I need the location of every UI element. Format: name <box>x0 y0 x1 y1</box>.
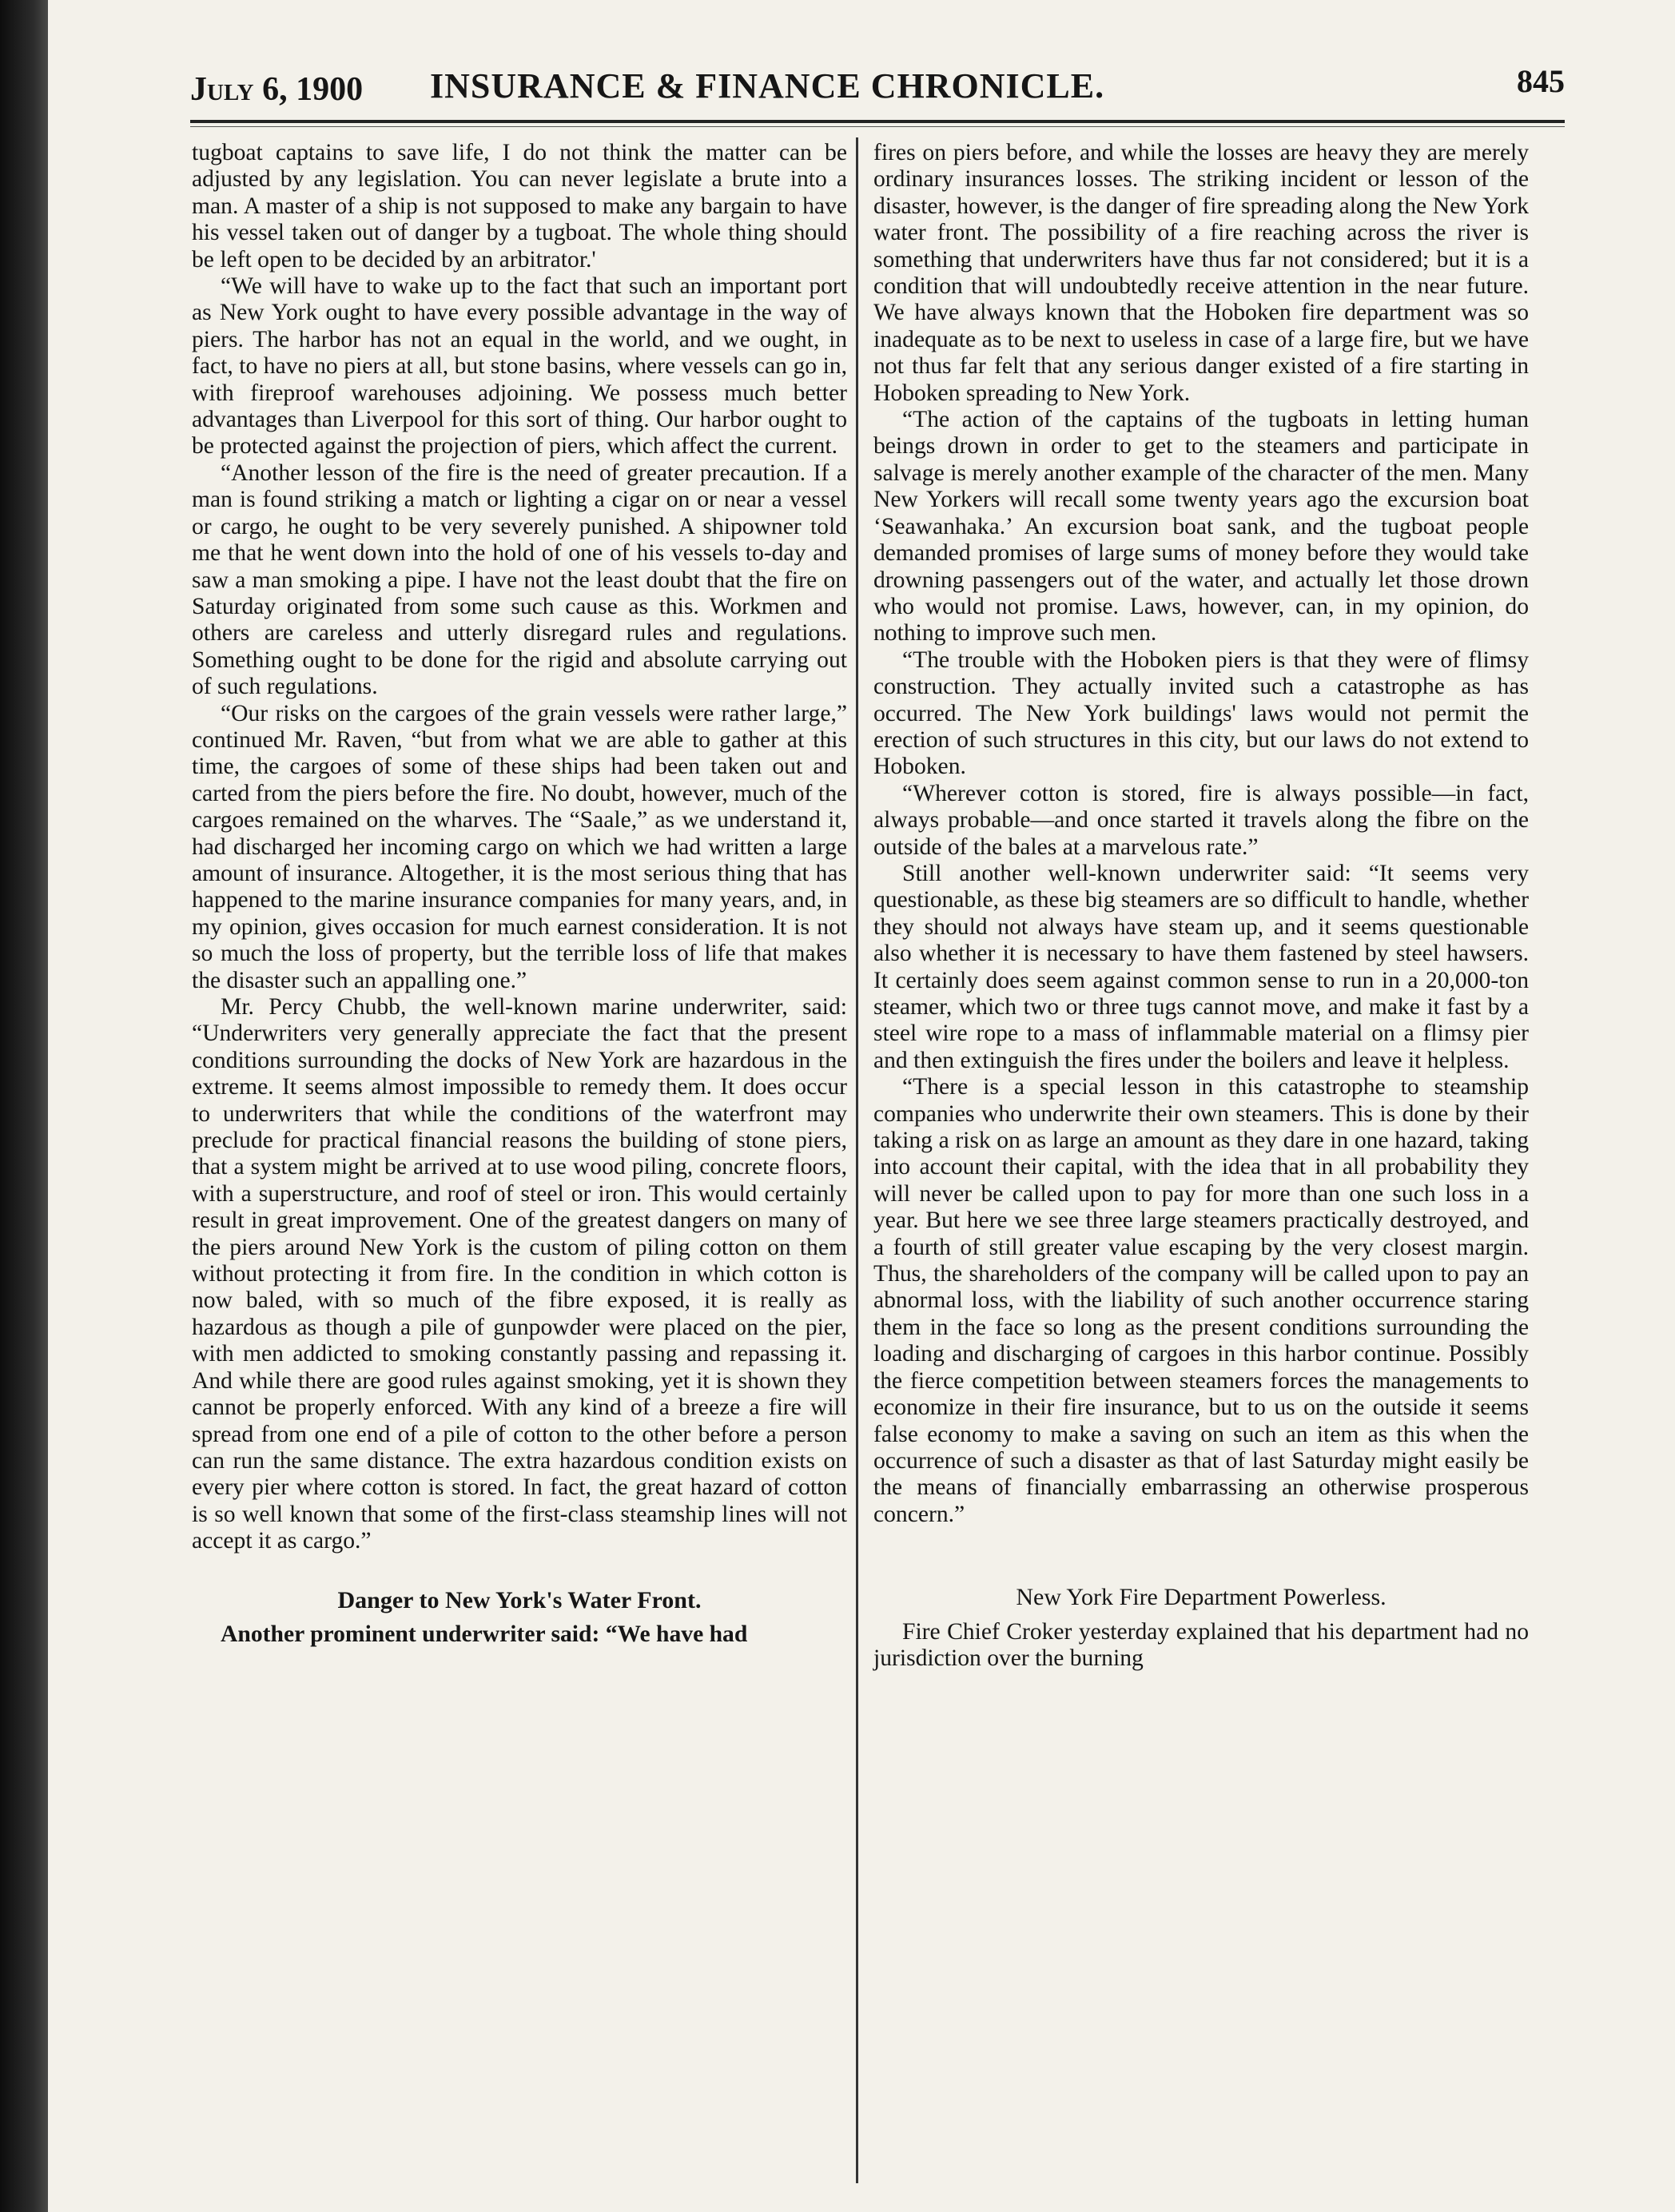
paragraph: Mr. Percy Chubb, the well-known marine underwriter, said: “Underwriters very generally appreciate the fact that the present conditions surrounding the docks of New York are hazardous in the extreme. It seems almost impossible to remedy them. It does occur to underwriters that while the conditions of the waterfront may preclude for practical financial reasons the building of stone piers, that a system might be arrived at to use wood piling, concrete floors, with a superstructure, and roof of steel or iron. This would certainly result in great improvement. One of the greatest dangers on many of the piers around New York is the custom of piling cotton on them without protecting it from fire. In the condition in which cotton is now baled, with so much of the fibre exposed, it is really as hazardous as though a pile of gunpowder were placed on the pier, with men addicted to smoking constantly passing and repassing it. And while there are good rules against smoking, yet it is shown they cannot be properly enforced. With any kind of a breeze a fire will spread from one end of a pile of cotton to the other before a person can run the same distance. The extra hazardous condition exists on every pier where cotton is stored. In fact, the great hazard of cotton is so well known that some of the first-class steamship lines will not accept it as cargo.” <box>192 994 847 1554</box>
binding-gutter <box>0 0 48 2212</box>
paragraph: Fire Chief Croker yesterday explained that his department had no jurisdiction over the burning <box>873 1618 1529 1671</box>
paragraph: fires on piers before, and while the losses are heavy they are merely ordinary insurances losses. The striking incident or lesson of the disaster, however, is the danger of fire spreading along the New York water front. The possibility of a fire reaching across the river is something that underwriters have thus far not considered; but it is a condition that will undoubtedly receive attention in the near future. We have always known that the Hoboken fire department was so inadequate as to be next to useless in case of a large fire, but we have not thus far felt that any serious danger existed of a fire starting in Hoboken spreading to New York. <box>873 140 1529 406</box>
paragraph: “We will have to wake up to the fact that such an important port as New York ought to have every possible advantage in the way of piers. The harbor has not an equal in the world, and we ought, in fact, to have no piers at all, but stone basins, where vessels can go in, with fireproof warehouses adjoining. We possess much better advantages than Liverpool for this sort of thing. Our harbor ought to be protected against the projection of piers, which affect the current. <box>192 273 847 460</box>
section-heading: New York Fire Department Powerless. <box>1016 1584 1387 1611</box>
paragraph: “Wherever cotton is stored, fire is always possible—in fact, always probable—and once started it travels along the fibre on the outside of the bales at a marvelous rate.” <box>873 780 1529 860</box>
section-heading: Danger to New York's Water Front. <box>337 1586 702 1613</box>
paragraph: “Another lesson of the fire is the need of greater precaution. If a man is found striking a match or lighting a cigar on or near a vessel or cargo, he ought to be very severely punished. A shipowner told me that he went down into the hold of one of his vessels to-day and saw a man smoking a pipe. I have not the least doubt that the fire on Saturday originated from some such cause as this. Workmen and others are careless and utterly disregard rules and regulations. Something ought to be done for the rigid and absolute carrying out of such regulations. <box>192 460 847 700</box>
page-header <box>190 62 1565 110</box>
newspaper-page <box>48 0 1675 2212</box>
left-column <box>192 140 847 2186</box>
issue-date: July 6, 1900 <box>190 71 364 108</box>
paragraph: “The action of the captains of the tugboats in letting human beings drown in order to get to the steamers and participate in salvage is merely another example of the character of the men. Many New Yorkers will recall some twenty years ago the excursion boat ‘Seawanhaka.’ An excursion boat sank, and the tugboat people demanded promises of large sums of money before they would take drowning passengers out of the water, and actually let those drown who would not promise. Laws, however, can, in my opinion, do nothing to improve such men. <box>873 407 1529 646</box>
paragraph: tugboat captains to save life, I do not think the matter can be adjusted by any legislation. You can never legislate a brute into a man. A master of a ship is not supposed to make any bargain to have his vessel taken out of danger by a tugboat. The whole thing should be left open to be decided by an arbitrator.' <box>192 140 847 273</box>
paragraph: “There is a special lesson in this catastrophe to steamship companies who underwrite their own steamers. This is done by their taking a risk on as large an amount as they dare in one hazard, taking into account their capital, with the idea that in all probability they will never be called upon to pay for more than one such loss in a year. But here we see three large steamers practically destroyed, and a fourth of still greater value escaping by the very closest margin. Thus, the shareholders of the company will be called upon to pay an abnormal loss, with the liability of such another occurrence staring them in the face so long as the present conditions surrounding the loading and discharging of cargoes in this harbor continue. Possibly the fierce competition between steamers forces the managements to economize in their fire insurance, but to us on the outside it seems false economy to make a saving on such an item as this when the occurrence of such a disaster as that of last Saturday might easily be the means of financially embarrassing an otherwise prosperous concern.” <box>873 1074 1529 1527</box>
paragraph: Another prominent underwriter said: “We have had <box>221 1621 748 1647</box>
right-column <box>873 140 1529 2186</box>
page-number: 845 <box>1517 63 1565 99</box>
paragraph: “The trouble with the Hoboken piers is that they were of flimsy construction. They actually invited such a catastrophe as has occurred. The New York buildings' laws would not permit the erection of such structures in this city, but our laws do not extend to Hoboken. <box>873 646 1529 780</box>
publication-title: INSURANCE & FINANCE CHRONICLE. <box>430 66 1105 105</box>
header-rule <box>190 120 1565 123</box>
column-divider <box>856 137 858 2183</box>
paragraph: “Our risks on the cargoes of the grain vessels were rather large,” continued Mr. Raven, “but from what we are able to gather at this time, the cargoes of some of these ships had been taken out and carted from the piers before the fire. No doubt, however, much of the cargoes remained on the wharves. The “Saale,” as we understand it, had discharged her incoming cargo on which we had written a large amount of insurance. Altogether, it is the most serious thing that has happened to the marine insurance companies for many years, and, in my opinion, gives occasion for much earnest consideration. It is not so much the loss of property, but the terrible loss of life that makes the disaster such an appalling one.” <box>192 700 847 993</box>
header-rule-thin <box>190 126 1565 127</box>
paragraph: Still another well-known underwriter said: “It seems very questionable, as these big steamers are so difficult to handle, whether they should not always have steam up, and it seems questionable also whether it is necessary to have them fastened by steel hawsers. It certainly does seem against common sense to run in a 20,000-ton steamer, which two or three tugs cannot move, and make it fast by a steel wire rope to a mass of inflammable material on a flimsy pier and then extinguish the fires under the boilers and leave it helpless. <box>873 860 1529 1073</box>
